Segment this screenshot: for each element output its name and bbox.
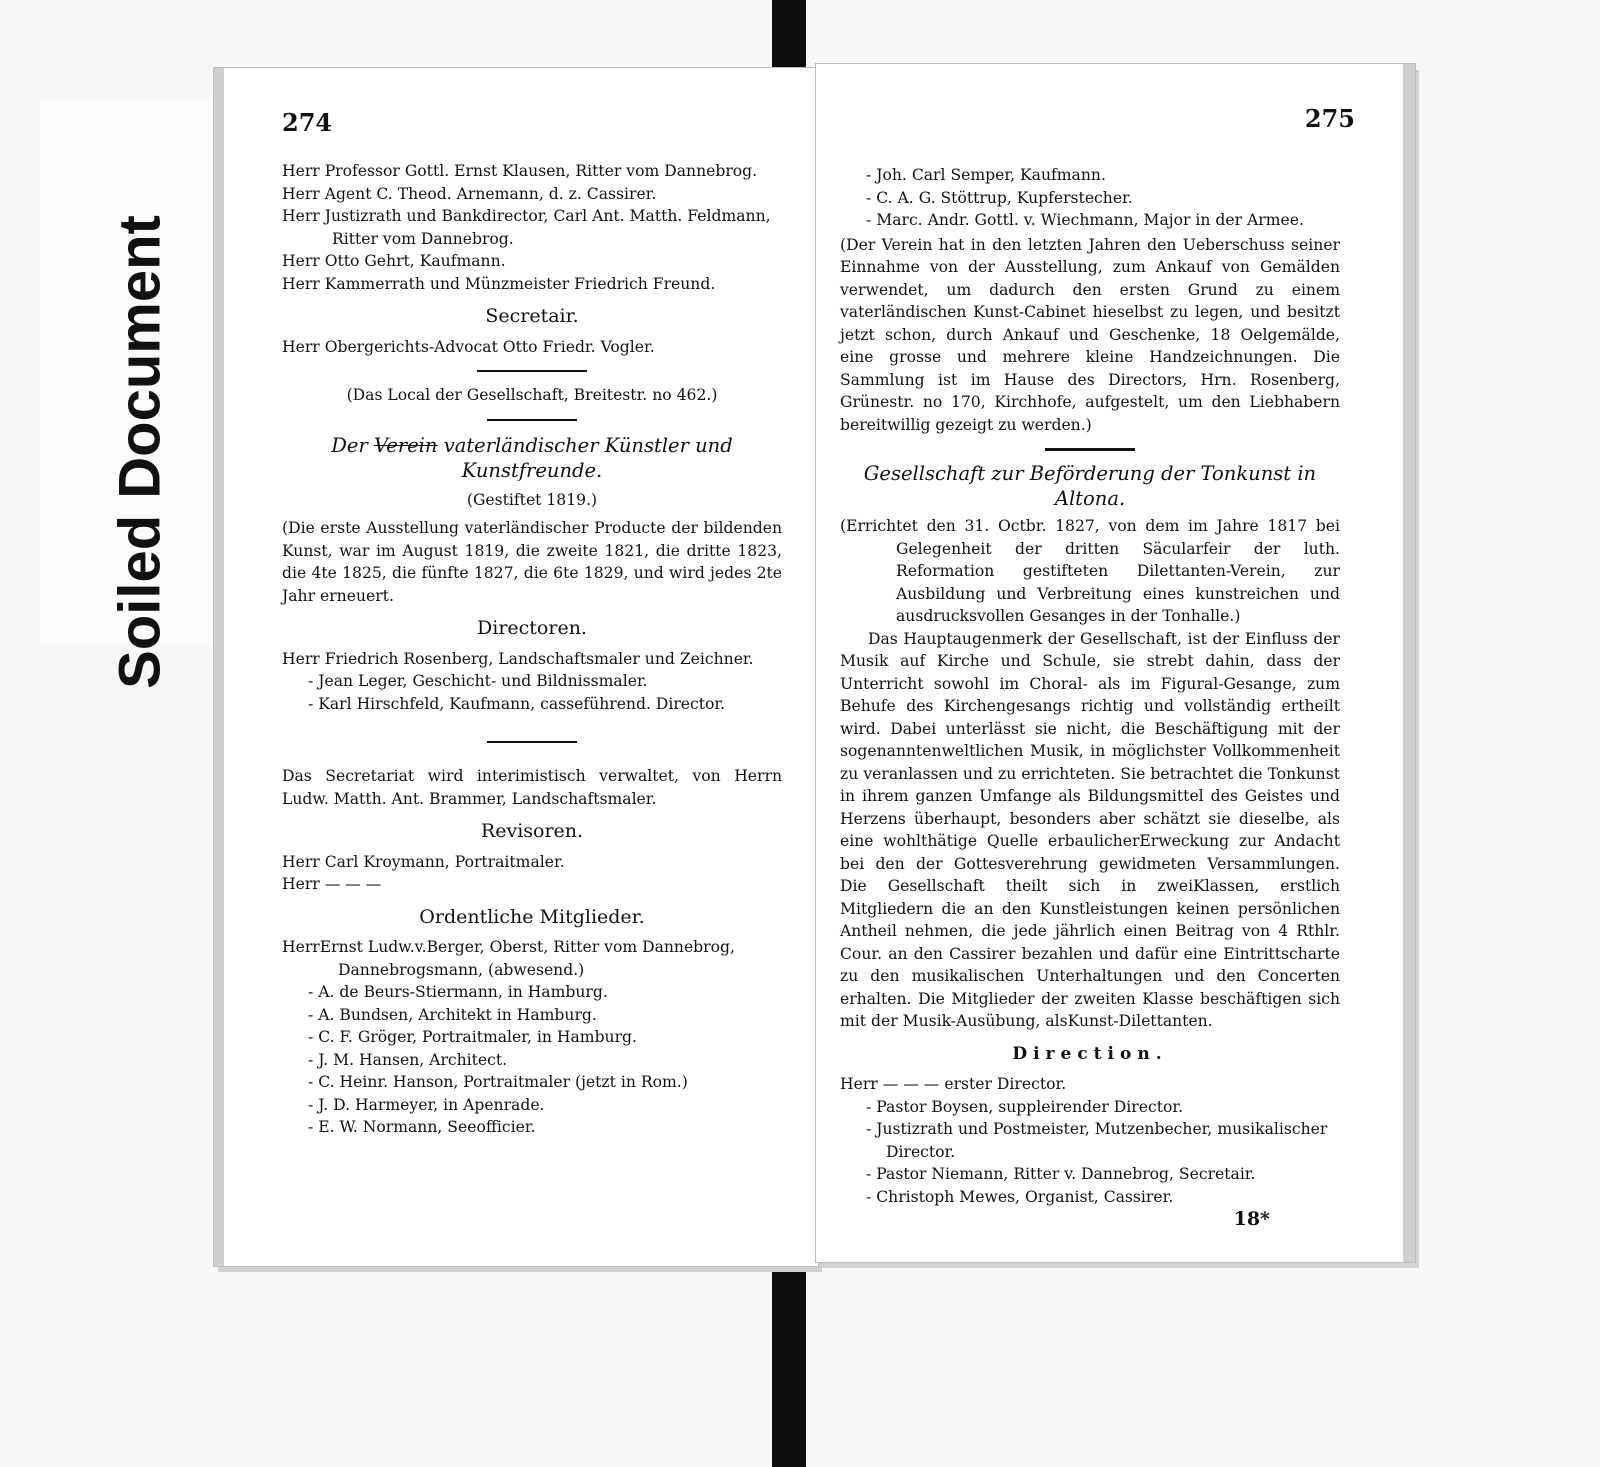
divider-rule	[1045, 448, 1135, 451]
direction-entry: - Christoph Mewes, Organist, Cassirer.	[866, 1187, 1174, 1206]
member-entry: - C. Heinr. Hanson, Portraitmaler (jetzt in Rom.)	[308, 1073, 688, 1091]
left-page	[214, 68, 818, 1266]
soiled-document-label-panel	[40, 100, 220, 689]
founding-note: (Errichtet den 31. Octbr. 1827, von dem im Jahre 1817 bei Gelegenheit der dritten Säcularfeir der luth. Reformation gestifteten Dilettanten-Verein, zur Ausbildung und Verbreitung eines kunstreichen und ausdrucksvollen Gesanges in der Tonhalle.)	[840, 517, 1340, 625]
direction-entry: Herr — — — erster Director.	[840, 1075, 1067, 1093]
section-heading-directoren: Directoren.	[477, 617, 587, 639]
divider-rule	[487, 419, 577, 421]
section-heading-revisoren: Revisoren.	[480, 820, 584, 842]
member-entry: - E. W. Normann, Seeofficier.	[308, 1118, 536, 1136]
section-heading-direction: Direction.	[1012, 1043, 1168, 1064]
verein-collection-note: (Der Verein hat in den letzten Jahren den Ueberschuss seiner Einnahme von der Ausstellung, zum Ankauf von Gemälden verwendet, um dadurch den ersten Grund zu einem vaterländischen Kunst-Cabinet hieselbst zu legen, und besitzt jetzt schon, durch Ankauf und Geschenke, 18 Oelgemälde, eine grosse und mehrere kleine Handzeichnungen. Die Sammlung ist im Hause des Directors, Hrn. Rosenberg, Grünestr. no 170, Kirchhofe, aufgestelt, um den Liebhabern bereitwillig gezeigt zu werden.)	[840, 235, 1340, 434]
local-note: (Das Local der Gesellschaft, Breitestr. no 462.)	[346, 386, 718, 404]
member-entry: Herr Professor Gottl. Ernst Klausen, Ritter vom Dannebrog.	[282, 162, 758, 180]
verein-title	[282, 433, 782, 483]
member-entry: Herr Agent C. Theod. Arnemann, d. z. Cassirer.	[282, 184, 657, 203]
page-number-left: 274	[282, 108, 333, 137]
signature-mark: 18*	[1233, 1208, 1270, 1230]
gesellschaft-title: Gesellschaft zur Beförderung der Tonkunst in Altona.	[863, 462, 1317, 510]
right-page-text	[840, 164, 1340, 1231]
member-entry: - J. M. Hansen, Architect.	[308, 1050, 508, 1069]
exhibition-note: (Die erste Ausstellung vaterländischer Producte der bildenden Kunst, war im August 1819, die zweite 1821, die dritte 1823, die 4te 1825, die fünfte 1827, die 6te 1829, und wird jedes 2te Jahr erneuert.	[282, 519, 782, 605]
member-entry: - A. de Beurs-Stiermann, in Hamburg.	[308, 983, 608, 1001]
member-entry: HerrErnst Ludw.v.Berger, Oberst, Ritter vom Dannebrog, Dannebrogsmann, (abwesend.)	[282, 938, 735, 979]
secretariat-note: Das Secretariat wird interimistisch verwaltet, von Herrn Ludw. Matth. Ant. Brammer, Landschaftsmaler.	[282, 767, 782, 808]
right-page	[816, 64, 1415, 1262]
member-entry: Herr Kammerrath und Münzmeister Friedrich Freund.	[282, 274, 716, 293]
page-number-right: 275	[1304, 104, 1355, 133]
divider-rule	[487, 741, 577, 743]
member-entry: - C. F. Gröger, Portraitmaler, in Hamburg.	[308, 1028, 637, 1046]
member-entry: - Joh. Carl Semper, Kaufmann.	[866, 166, 1106, 184]
member-entry: - J. D. Harmeyer, in Apenrade.	[308, 1095, 545, 1114]
director-entry: - Jean Leger, Geschicht- und Bildnissmaler.	[308, 672, 648, 690]
direction-entry: - Justizrath und Postmeister, Mutzenbecher, musikalischer Director.	[866, 1120, 1328, 1161]
divider-rule	[477, 370, 587, 372]
founded-note: (Gestiftet 1819.)	[466, 490, 598, 509]
member-entry: - A. Bundsen, Architekt in Hamburg.	[308, 1005, 597, 1024]
verein-title-rest: vaterländischer Künstler und Kunstfreunde.	[443, 433, 733, 482]
section-heading-secretair: Secretair.	[485, 305, 579, 327]
member-entry: Herr Obergerichts-Advocat Otto Friedr. Vogler.	[282, 337, 655, 356]
verein-title-word: Der	[331, 433, 368, 457]
director-entry: - Karl Hirschfeld, Kaufmann, casseführend. Director.	[308, 694, 726, 713]
member-entry: - Marc. Andr. Gottl. v. Wiechmann, Major in der Armee.	[866, 211, 1304, 229]
member-entry: Herr Otto Gehrt, Kaufmann.	[282, 252, 506, 270]
soiled-document-label: Soiled Document	[107, 215, 173, 689]
society-description: Das Hauptaugenmerk der Gesellschaft, ist der Einfluss der Musik auf Kirche und Schule, sie strebt dahin, dass der Unterricht sowohl im Choral- als im Figural-Gesange, zum Behufe des Kirchengesangs richtig und vollständig ertheilt wird. Dabei unterlässt sie nicht, die Beschäftigung mit der sogenanntenweltlichen Musik, in möglichster Vollkommenheit zu veranlassen und zu errichteten. Sie betrachtet die Tonkunst in ihrem ganzen Umfange als Bildungsmittel des Geistes und Herzens überhaupt, besonders aber schätzt sie dieselbe, als eine wohlthätige Quelle erbaulicherErweckung zur Andacht bei den der Gottesverehrung gewidmeten Versammlungen. Die Gesellschaft theilt sich in zweiKlassen, erstlich Mitgliedern die an den Kunstleistungen keinen persönlichen Antheil nehmen, die jede jährlich einen Beitrag von 4 Rthlr. Cour. an den Cassirer bezahlen und dafür eine Eintrittscharte zu den musikalischen Unterhaltungen und den Concerten erhalten. Die Mitglieder der zweiten Klasse beschäftigen sich mit der Musik-Ausübung, alsKunst-Dilettanten.	[840, 629, 1340, 1030]
revisor-entry: Herr Carl Kroymann, Portraitmaler.	[282, 852, 565, 871]
member-entry: Herr Justizrath und Bankdirector, Carl Ant. Matth. Feldmann, Ritter vom Dannebrog.	[282, 207, 771, 248]
direction-entry: - Pastor Boysen, suppleirender Director.	[866, 1097, 1184, 1116]
member-entry: - C. A. G. Stöttrup, Kupferstecher.	[866, 188, 1133, 207]
verein-title-struck-word: Verein	[373, 433, 438, 457]
section-heading-mitglieder: Ordentliche Mitglieder.	[419, 905, 645, 928]
direction-entry: - Pastor Niemann, Ritter v. Dannebrog, Secretair.	[866, 1165, 1256, 1183]
director-entry: Herr Friedrich Rosenberg, Landschaftsmaler und Zeichner.	[282, 649, 754, 668]
left-page-text	[282, 160, 782, 1139]
revisor-entry: Herr — — —	[282, 875, 382, 893]
